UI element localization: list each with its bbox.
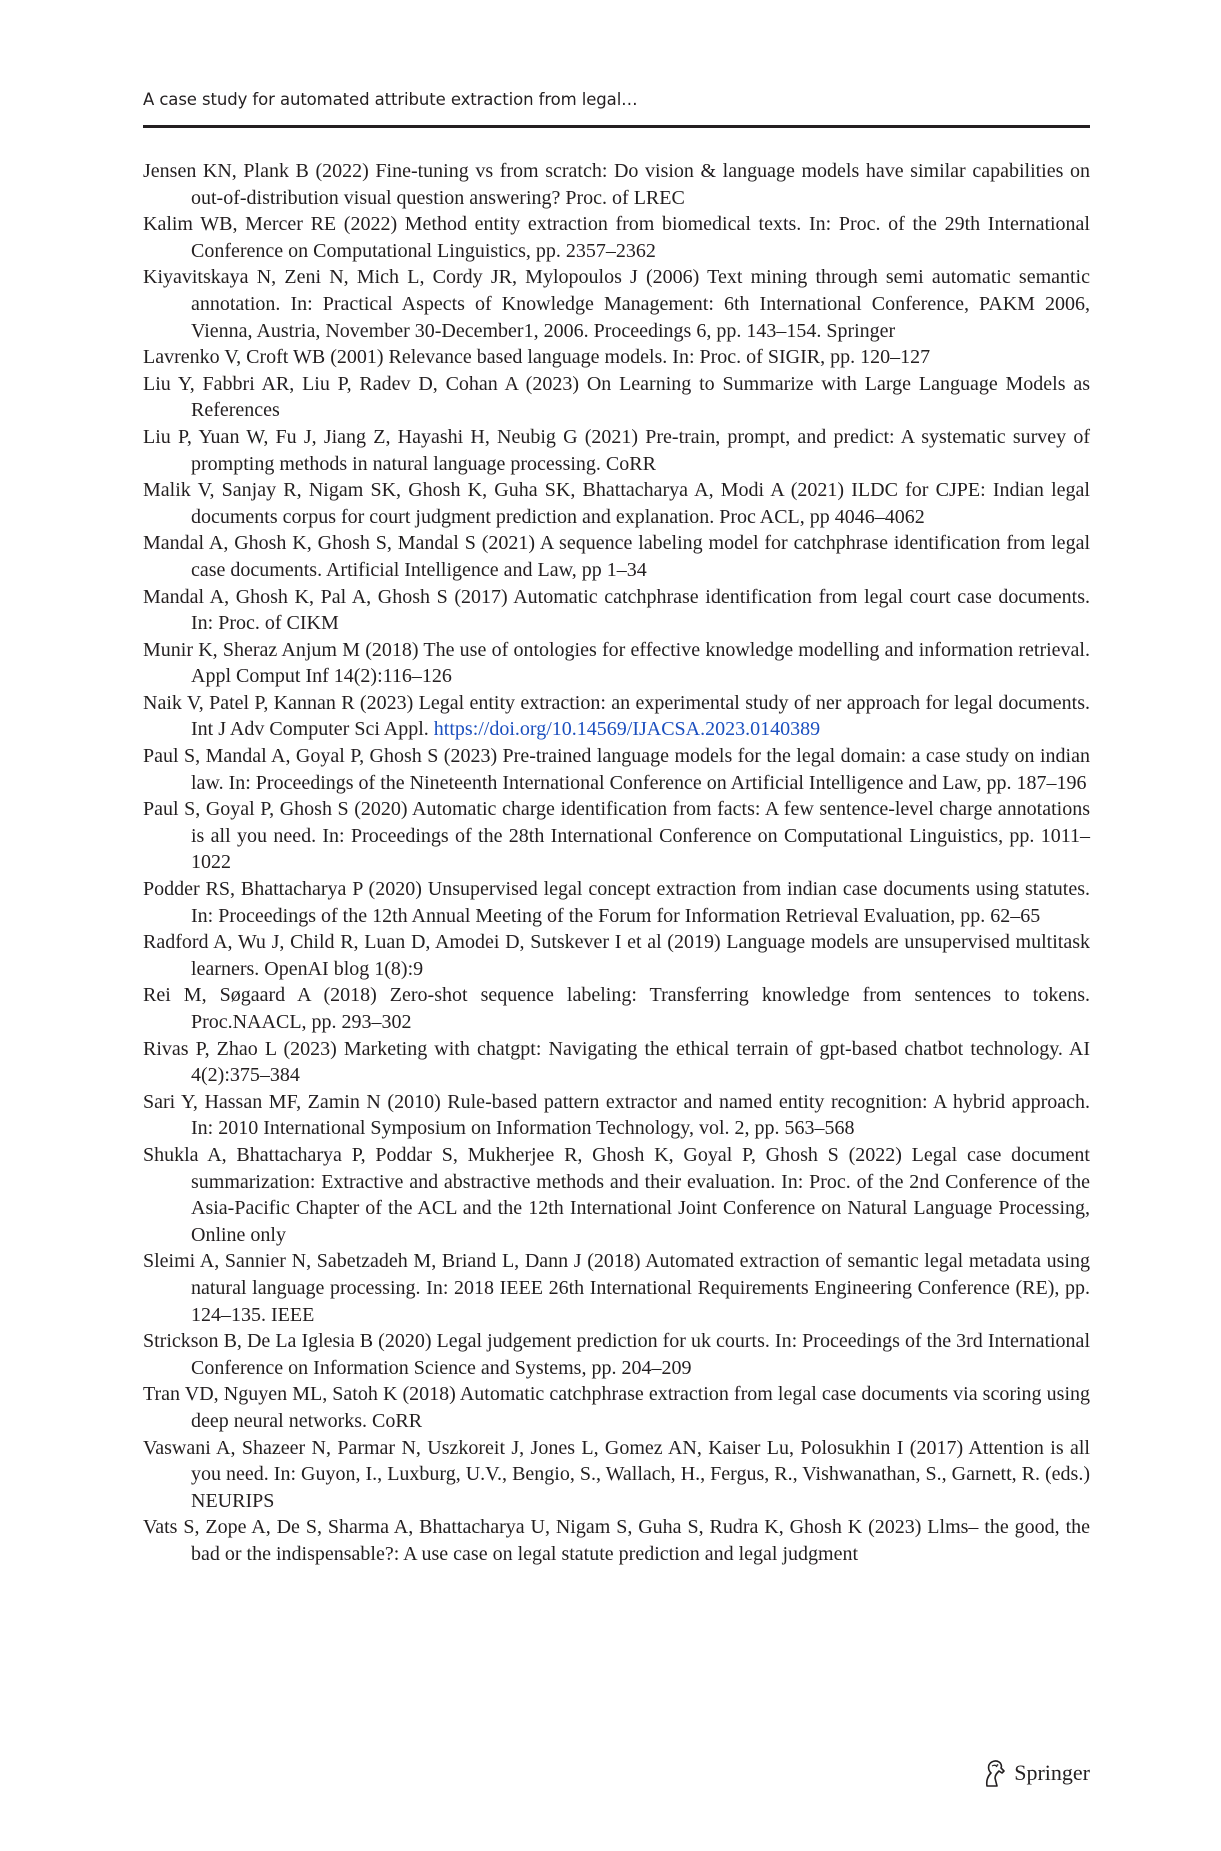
reference-text: Munir K, Sheraz Anjum M (2018) The use of ontologies for effective knowledge modelling and information retrieval. Appl Comput Inf 14(2):116–126 — [143, 638, 1090, 688]
header-rule — [143, 125, 1090, 128]
reference-entry — [143, 1514, 1090, 1567]
reference-entry — [143, 158, 1090, 211]
reference-text: Liu P, Yuan W, Fu J, Jiang Z, Hayashi H, Neubig G (2021) Pre-train, prompt, and predict: A systematic survey of prompting methods in natural language processing. CoRR — [143, 425, 1090, 475]
reference-entry — [143, 264, 1090, 344]
running-head-title: A case study for automated attribute extraction from legal… — [143, 90, 638, 109]
reference-text: Kiyavitskaya N, Zeni N, Mich L, Cordy JR, Mylopoulos J (2006) Text mining through semi automatic semantic annotation. In: Practical Aspects of Knowledge Management: 6th International Conference, PAKM 2006, Vienna, Austria, November 30-December1, 2006. Proceedings 6, pp. 143–154. Springer — [143, 266, 1090, 342]
reference-list — [143, 158, 1090, 1567]
reference-entry — [143, 1248, 1090, 1328]
reference-text: Lavrenko V, Croft WB (2001) Relevance based language models. In: Proc. of SIGIR, pp. 120–127 — [143, 346, 931, 369]
reference-entry — [143, 690, 1090, 743]
reference-text: Kalim WB, Mercer RE (2022) Method entity extraction from biomedical texts. In: Proc. of the 29th International Conference on Computational Linguistics, pp. 2357–2362 — [143, 213, 1090, 262]
reference-text: Sari Y, Hassan MF, Zamin N (2010) Rule-based pattern extractor and named entity recognition: A hybrid approach. In: 2010 International Symposium on Information Technology, vol. 2, pp. 563–568 — [143, 1090, 1090, 1140]
reference-text: Strickson B, De La Iglesia B (2020) Legal judgement prediction for uk courts. In: Proceedings of the 3rd International Conference on Information Science and Systems, pp. 204–209 — [143, 1330, 1090, 1379]
reference-entry — [143, 344, 1090, 371]
reference-entry — [143, 530, 1090, 583]
reference-text: Rei M, Søgaard A (2018) Zero-shot sequence labeling: Transferring knowledge from sentences to tokens. Proc.NAACL, pp. 293–302 — [143, 984, 1090, 1033]
reference-text: Naik V, Patel P, Kannan R (2023) Legal entity extraction: an experimental study of ner approach for legal documents. Int J Adv Computer Sci Appl. — [143, 691, 1090, 741]
reference-text: Jensen KN, Plank B (2022) Fine-tuning vs from scratch: Do vision & language models have similar capabilities on out-of-distribution visual question answering? Proc. of LREC — [143, 160, 1090, 209]
reference-text: Shukla A, Bhattacharya P, Poddar S, Mukherjee R, Ghosh K, Goyal P, Ghosh S (2022) Legal case document summarization: Extractive and abstractive methods and their evaluation. In: Proc. of the 2nd Conference of the Asia-Pacific Chapter of the ACL and the 12th International Joint Conference on Natural Language Processing, Online only — [143, 1143, 1090, 1246]
reference-text: Mandal A, Ghosh K, Ghosh S, Mandal S (2021) A sequence labeling model for catchphrase identification from legal case documents. Artificial Intelligence and Law, pp 1–34 — [143, 532, 1090, 581]
reference-entry — [143, 211, 1090, 264]
reference-text: Liu Y, Fabbri AR, Liu P, Radev D, Cohan A (2023) On Learning to Summarize with Large Language Models as References — [143, 372, 1090, 422]
reference-entry — [143, 982, 1090, 1035]
reference-text: Podder RS, Bhattacharya P (2020) Unsupervised legal concept extraction from indian case documents using statutes. In: Proceedings of the 12th Annual Meeting of the Forum for Information Retrieval Evaluation, pp. 62–65 — [143, 878, 1090, 927]
reference-entry — [143, 1036, 1090, 1089]
reference-text: Paul S, Goyal P, Ghosh S (2020) Automatic charge identification from facts: A few sentence-level charge annotations is all you need. In: Proceedings of the 28th International Conference on Computational Linguistics, pp. 1011–1022 — [143, 798, 1090, 874]
reference-text: Malik V, Sanjay R, Nigam SK, Ghosh K, Guha SK, Bhattacharya A, Modi A (2021) ILDC for CJPE: Indian legal documents corpus for court judgment prediction and explanation. Proc ACL, pp 4046–4062 — [143, 479, 1090, 528]
reference-entry — [143, 637, 1090, 690]
reference-text: Paul S, Mandal A, Goyal P, Ghosh S (2023) Pre-trained language models for the legal domain: a case study on indian law. In: Proceedings of the Nineteenth International Conference on Artificial Intelligence and Law, pp. 187–196 — [143, 745, 1090, 794]
reference-entry — [143, 929, 1090, 982]
reference-entry — [143, 477, 1090, 530]
reference-text: Tran VD, Nguyen ML, Satoh K (2018) Automatic catchphrase extraction from legal case documents via scoring using deep neural networks. CoRR — [143, 1383, 1090, 1432]
reference-text: Vaswani A, Shazeer N, Parmar N, Uszkoreit J, Jones L, Gomez AN, Kaiser Lu, Polosukhin I (2017) Attention is all you need. In: Guyon, I., Luxburg, U.V., Bengio, S., Wallach, H., Fergus, R., Vishwanathan, S., Garnett, R. (eds.) NEURIPS — [143, 1436, 1090, 1512]
publisher-mark — [982, 1758, 1090, 1788]
springer-horse-icon — [982, 1758, 1006, 1788]
reference-text: Vats S, Zope A, De S, Sharma A, Bhattacharya U, Nigam S, Guha S, Rudra K, Ghosh K (2023) Llms– the good, the bad or the indispensable?: A use case on legal statute prediction and legal judgment — [143, 1516, 1090, 1565]
reference-entry — [143, 1381, 1090, 1434]
reference-entry — [143, 743, 1090, 796]
reference-entry — [143, 1435, 1090, 1515]
reference-entry — [143, 1089, 1090, 1142]
reference-entry — [143, 371, 1090, 424]
reference-text: Rivas P, Zhao L (2023) Marketing with chatgpt: Navigating the ethical terrain of gpt-based chatbot technology. AI 4(2):375–384 — [143, 1037, 1090, 1087]
reference-entry — [143, 584, 1090, 637]
reference-entry — [143, 424, 1090, 477]
reference-entry — [143, 876, 1090, 929]
reference-entry — [143, 1328, 1090, 1381]
doi-link[interactable]: https://doi.org/10.14569/IJACSA.2023.0140389 — [433, 718, 821, 741]
reference-entry — [143, 796, 1090, 876]
reference-text: Radford A, Wu J, Child R, Luan D, Amodei D, Sutskever I et al (2019) Language models are unsupervised multitask learners. OpenAI blog 1(8):9 — [143, 931, 1090, 980]
publisher-name: Springer — [1014, 1760, 1090, 1785]
reference-text: Sleimi A, Sannier N, Sabetzadeh M, Briand L, Dann J (2018) Automated extraction of semantic legal metadata using natural language processing. In: 2018 IEEE 26th International Requirements Engineering Conference (RE), pp. 124–135. IEEE — [143, 1250, 1090, 1326]
reference-entry — [143, 1142, 1090, 1248]
reference-text: Mandal A, Ghosh K, Pal A, Ghosh S (2017) Automatic catchphrase identification from legal court case documents. In: Proc. of CIKM — [143, 585, 1090, 635]
